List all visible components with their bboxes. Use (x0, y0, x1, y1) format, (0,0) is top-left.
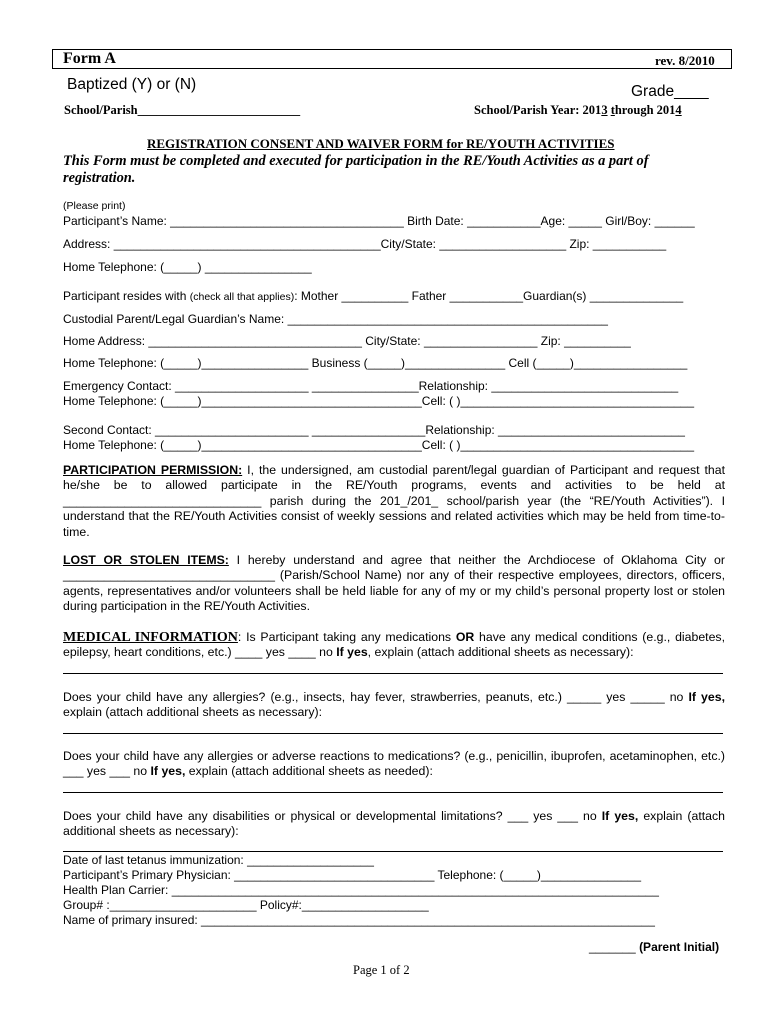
page-number: Page 1 of 2 (353, 963, 410, 977)
baptized-field[interactable]: Baptized (Y) or (N) (67, 76, 197, 93)
resides-with-row[interactable] (63, 289, 683, 305)
permission-text: I, the undersigned, am custodial parent/legal guardian of Participant and request that he/she be to allowed participate in the RE/Youth programs, events and activities to be held at _____________________________ parish during the 201_/201_ school/parish year (the “RE/Youth Activities”). I understand that the RE/Youth Activities consist of weekly sessions and related activities which may be held from time-to-time. (63, 463, 725, 539)
school-year-prefix: School/Parish Year: 201 (474, 103, 602, 117)
school-year-through-t: t (610, 103, 615, 117)
guardian-address-row[interactable]: Home Address: ________________________________ City/State: _________________ Zip: __________ (63, 334, 631, 348)
school-year-through: hrough 201 (614, 103, 676, 117)
second-contact-row[interactable]: Second Contact: _______________________ _________________Relationship: ____________________________ (63, 423, 685, 437)
resides-with-options[interactable]: : Mother __________ Father ___________Guardian(s) ______________ (294, 289, 684, 303)
lost-items-text: I hereby understand and agree that neither the Archdiocese of Oklahoma City or _______________________________ (Parish/School Name) nor any of their respective employees, directors, officers, agents, representatives and/or volunteers shall be held liable for any of my or my child’s personal property lost or stolen during participation in the RE/Youth Activities. (63, 553, 725, 614)
medical-answer-line-3[interactable] (63, 792, 723, 793)
medical-q1-text-c: , explain (attach additional sheets as necessary): (367, 645, 634, 660)
medical-q4-text-b: explain (attach additional sheets as necessary): (63, 809, 725, 839)
lost-stolen-items (63, 553, 725, 615)
form-label: Form A (63, 50, 116, 67)
form-subtitle-line2: registration. (63, 170, 136, 186)
resides-with-label: Participant resides with (63, 289, 190, 303)
medical-answer-line-1[interactable] (63, 673, 723, 674)
form-title: REGISTRATION CONSENT AND WAIVER FORM for RE/YOUTH ACTIVITIES (147, 136, 615, 151)
parent-initial-label: (Parent Initial) (639, 940, 720, 954)
parent-initial-blank[interactable]: _______ (589, 940, 640, 954)
school-year-field[interactable] (474, 103, 682, 118)
medical-q3-text-b: explain (attach additional sheets as needed): (185, 764, 433, 779)
emergency-phone-row[interactable]: Home Telephone: (_____)_________________________________Cell: ( )___________________________________ (63, 394, 695, 408)
medical-q3-ifyes: If yes, (150, 764, 186, 779)
form-subtitle-line1: This Form must be completed and executed for participation in the RE/Youth Activities as a part of (63, 153, 649, 169)
tetanus-row[interactable]: Date of last tetanus immunization: ___________________ (63, 853, 374, 867)
medical-q4-ifyes: If yes, (601, 809, 639, 823)
medical-question-2[interactable] (63, 690, 725, 721)
emergency-contact-row[interactable]: Emergency Contact: ____________________ ________________Relationship: ____________________________ (63, 379, 679, 393)
medical-q4-text-a: Does your child have any disabilities or physical or developmental limitations? ___ yes ___ no (63, 809, 602, 823)
participant-address-row[interactable]: Address: ________________________________________City/State: ___________________ Zip: ___________ (63, 237, 667, 251)
primary-insured-row[interactable]: Name of primary insured: ____________________________________________________________________ (63, 913, 655, 927)
health-plan-row[interactable]: Health Plan Carrier: _________________________________________________________________________ (63, 883, 659, 897)
medical-q1-text-a: : Is Participant taking any medications (237, 630, 456, 644)
guardian-phones-row[interactable]: Home Telephone: (_____)________________ Business (_____)_______________ Cell (_____)_________________ (63, 356, 688, 370)
medical-answer-line-4[interactable] (63, 851, 723, 852)
please-print-note: (Please print) (63, 200, 126, 212)
lost-items-label: LOST OR STOLEN ITEMS: (63, 553, 229, 567)
medical-answer-line-2[interactable] (63, 733, 723, 734)
second-phone-row[interactable]: Home Telephone: (_____)_________________________________Cell: ( )___________________________________ (63, 438, 695, 452)
resides-with-note: (check all that applies) (189, 291, 295, 303)
medical-q1-or: OR (455, 630, 475, 644)
medical-q1-ifyes: If yes (336, 645, 368, 660)
medical-question-3[interactable] (63, 749, 725, 780)
medical-q2-text-b: explain (attach additional sheets as necessary): (63, 705, 323, 720)
permission-label: PARTICIPATION PERMISSION: (63, 463, 243, 477)
medical-q1-text-b: have any medical conditions (e.g., diabetes, epilepsy, heart conditions, etc.) ____ yes ____ no (63, 630, 725, 660)
participant-name-row[interactable]: Participant’s Name: ___________________________________ Birth Date: ___________Age: _____ Girl/Boy: ______ (63, 214, 695, 228)
medical-question-1[interactable] (63, 630, 725, 661)
group-policy-row[interactable]: Group# :______________________ Policy#:___________________ (63, 898, 429, 912)
grade-field[interactable]: Grade____ (631, 83, 709, 100)
medical-label: MEDICAL INFORMATION (63, 630, 238, 645)
school-year-start-digit: 3 (601, 103, 608, 117)
medical-q3-text-a: Does your child have any allergies or adverse reactions to medications? (e.g., penicillin, ibuprofen, acetaminophen, etc.) ___ yes ___ no (63, 749, 725, 779)
parent-initial-field[interactable] (589, 940, 719, 955)
physician-row[interactable]: Participant’s Primary Physician: ______________________________ Telephone: (_____)_______________ (63, 868, 642, 882)
school-year-end-digit: 4 (675, 103, 682, 117)
form-header-box (52, 49, 732, 69)
participation-permission (63, 463, 725, 540)
school-parish-field[interactable]: School/Parish__________________________ (64, 103, 301, 117)
medical-q2-text-a: Does your child have any allergies? (e.g., insects, hay fever, strawberries, peanuts, etc.) _____ yes _____ no (63, 690, 689, 704)
custodial-guardian-row[interactable]: Custodial Parent/Legal Guardian’s Name: ________________________________________________ (63, 312, 608, 326)
participant-phone-row[interactable]: Home Telephone: (_____) ________________ (63, 260, 312, 274)
medical-q2-ifyes: If yes, (688, 690, 725, 704)
medical-question-4[interactable] (63, 809, 725, 840)
revision-label: rev. 8/2010 (655, 53, 715, 68)
